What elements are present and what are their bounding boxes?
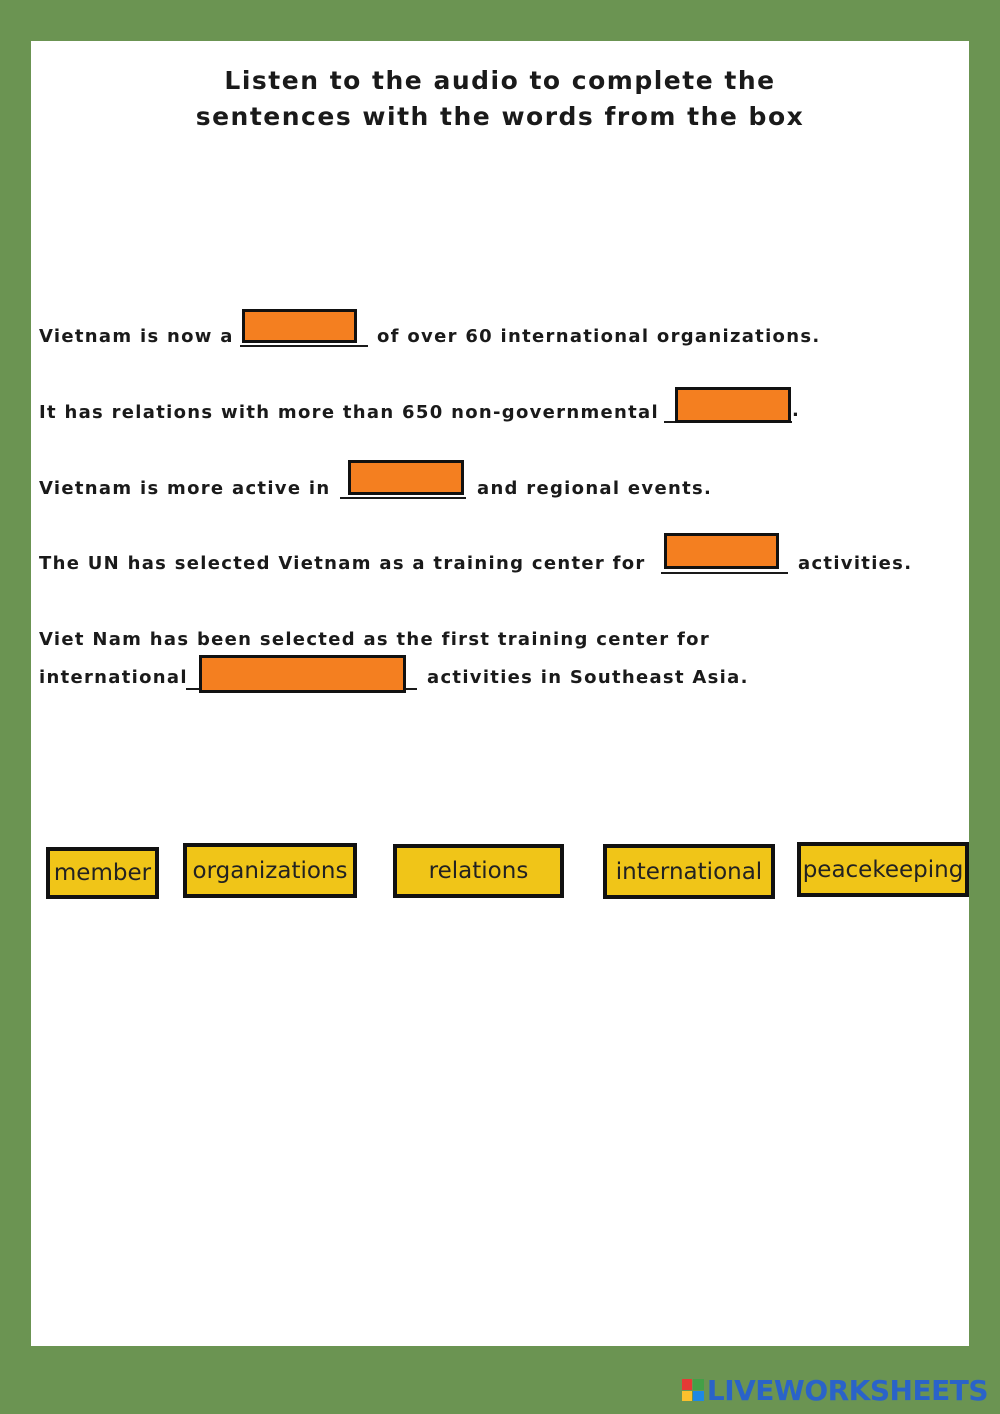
worksheet-page [31, 41, 969, 1346]
worksheet-title-line-2: sentences with the words from the box [195, 102, 805, 131]
sentence-4-underline [661, 572, 788, 574]
answer-box-5[interactable] [199, 655, 406, 693]
worksheet-title-line-1: Listen to the audio to complete the [224, 66, 776, 95]
answer-box-4[interactable] [664, 533, 779, 569]
sentence-1-underline [240, 345, 368, 347]
sentence-3-underline [340, 497, 466, 499]
sentence-5-line-1: Viet Nam has been selected as the first training center for [39, 629, 711, 650]
sentence-1-start: Vietnam is now a [39, 326, 234, 347]
liveworksheets-brand [682, 1375, 988, 1405]
brand-name: LIVEWORKSHEETS [706, 1373, 988, 1407]
answer-box-2[interactable] [675, 387, 791, 423]
sentence-2-start: It has relations with more than 650 non-governmental [39, 402, 659, 423]
sentence-2-end: . [792, 400, 799, 421]
sentence-3-start: Vietnam is more active in [39, 478, 331, 499]
sentence-1-end: of over 60 international organizations. [377, 326, 821, 347]
word-tile-organizations[interactable]: organizations [183, 843, 357, 898]
liveworksheets-logo-icon [682, 1379, 704, 1401]
word-tile-relations[interactable]: relations [393, 844, 564, 898]
sentence-5-end: activities in Southeast Asia. [427, 667, 749, 688]
sentence-3-end: and regional events. [477, 478, 713, 499]
word-tile-international[interactable]: international [603, 844, 775, 899]
word-tile-peacekeeping[interactable]: peacekeeping [797, 842, 969, 897]
answer-box-3[interactable] [348, 460, 464, 495]
sentence-4-start: The UN has selected Vietnam as a training center for [39, 553, 646, 574]
sentence-4-end: activities. [798, 553, 913, 574]
sentence-5-start: international [39, 667, 188, 688]
answer-box-1[interactable] [242, 309, 357, 343]
word-tile-member[interactable]: member [46, 847, 159, 899]
